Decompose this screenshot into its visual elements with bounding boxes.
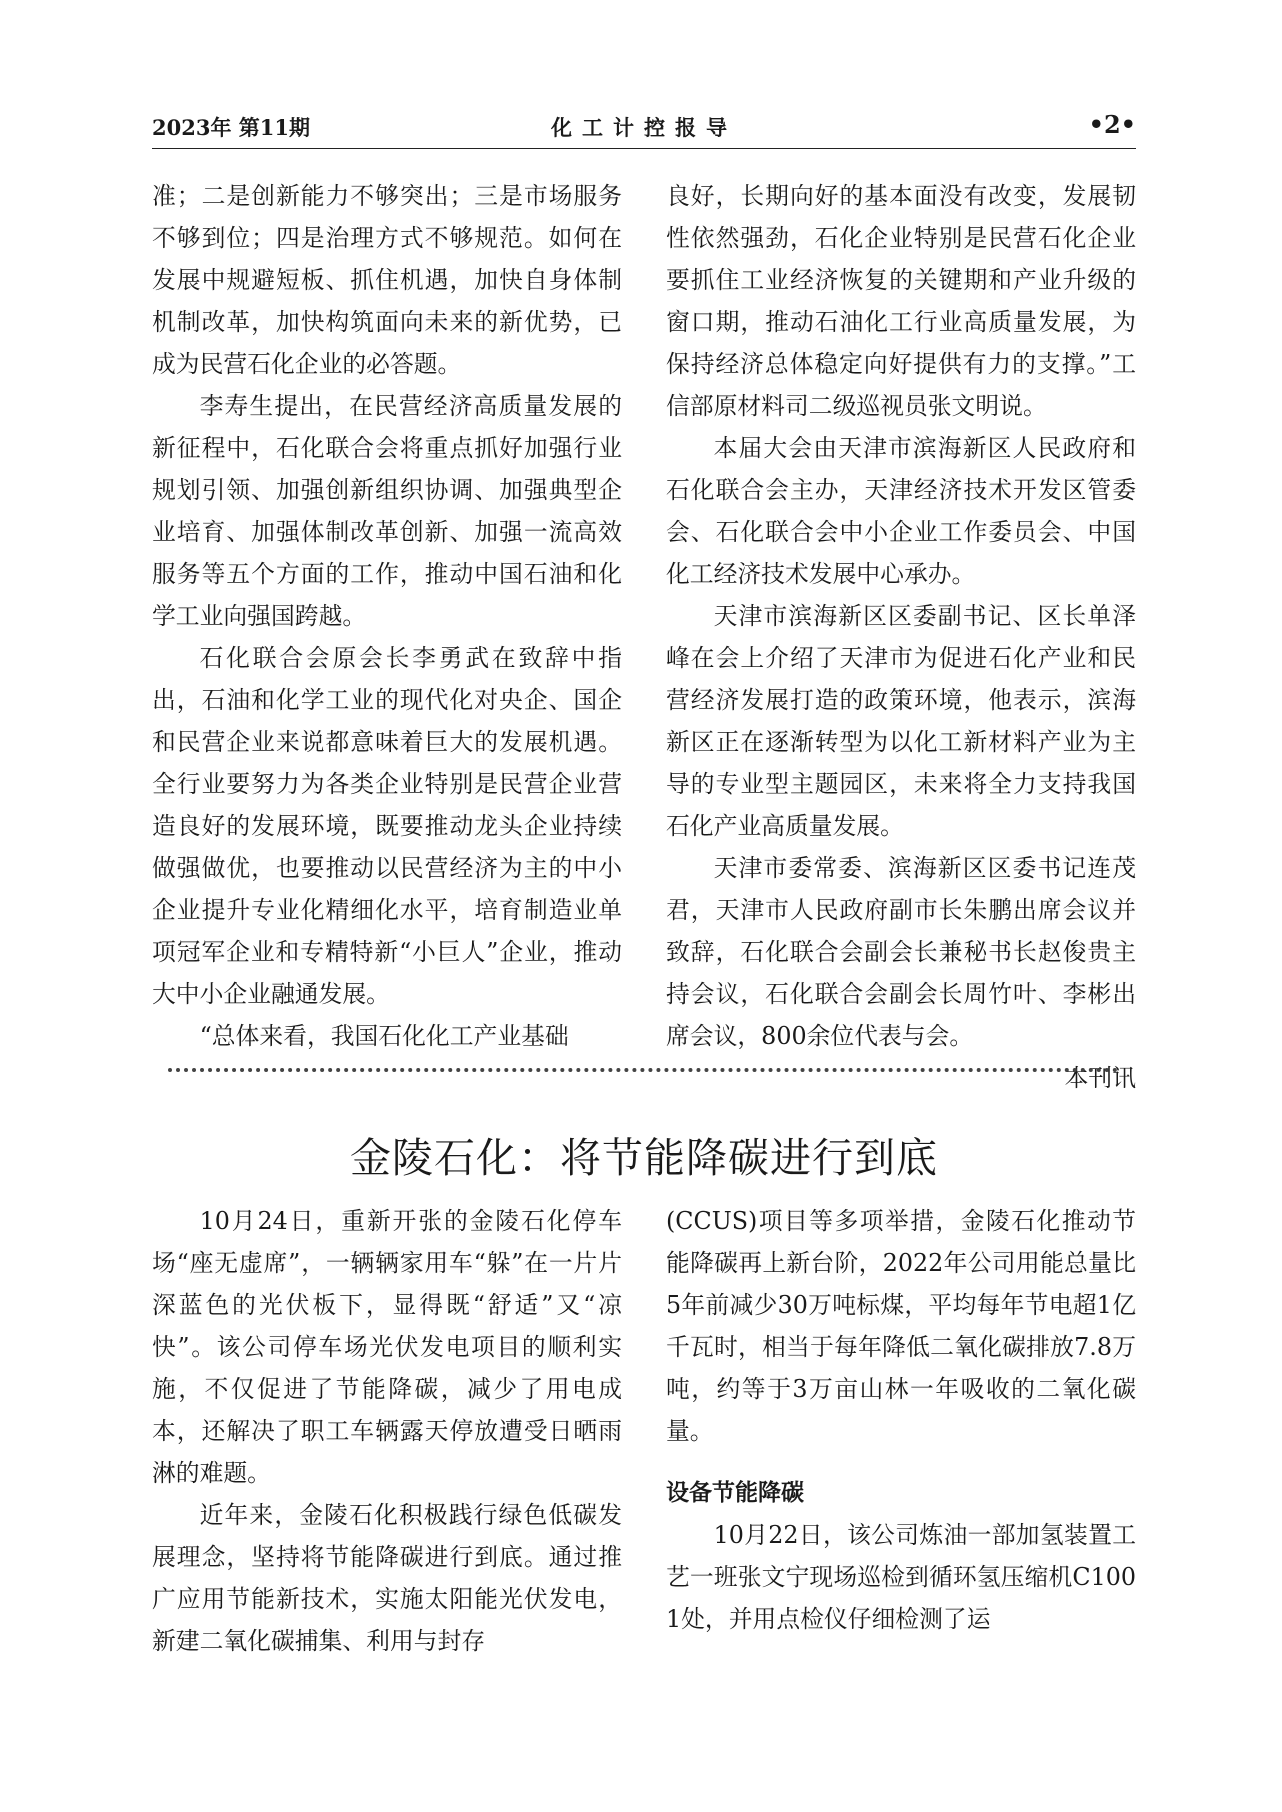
running-header bbox=[152, 108, 1136, 149]
paragraph: 石化联合会原会长李勇武在致辞中指出，石油和化学工业的现代化对央企、国企和民营企业来说都意味着巨大的发展机遇。全行业要努力为各类企业特别是民营企业营造良好的发展环境，既要推动龙头企业持续做强做优，也要推动以民营经济为主的中小企业提升专业化精细化水平，培育制造业单项冠军企业和专精特新“小巨人”企业，推动大中小企业融通发展。 bbox=[152, 644, 622, 1008]
article1-column-right bbox=[666, 175, 1136, 1099]
page-number: •2• bbox=[1088, 110, 1136, 139]
paragraph: 天津市滨海新区区委副书记、区长单泽峰在会上介绍了天津市为促进石化产业和民营经济发展打造的政策环境，他表示，滨海新区正在逐渐转型为以化工新材料产业为主导的专业型主题园区，未来将全力支持我国石化产业高质量发展。 bbox=[666, 602, 1136, 840]
paragraph: (CCUS)项目等多项举措，金陵石化推动节能降碳再上新台阶，2022年公司用能总量比5年前减少30万吨标煤，平均每年节电超1亿千瓦时，相当于每年降低二氧化碳排放7.8万吨，约等于3万亩山林一年吸收的二氧化碳量。 bbox=[666, 1207, 1136, 1445]
paragraph: 准；二是创新能力不够突出；三是市场服务不够到位；四是治理方式不够规范。如何在发展中规避短板、抓住机遇，加快自身体制机制改革，加快构筑面向未来的新优势，已成为民营石化企业的必答题。 bbox=[152, 182, 622, 378]
article2-column-left bbox=[152, 1200, 622, 1662]
paragraph: 10月22日，该公司炼油一部加氢装置工艺一班张文宁现场巡检到循环氢压缩机C1001处，并用点检仪仔细检测了运 bbox=[666, 1521, 1136, 1633]
article2-column-right bbox=[666, 1200, 1136, 1640]
article-credit: 本刊讯 bbox=[1064, 1064, 1136, 1092]
paragraph: 本届大会由天津市滨海新区人民政府和石化联合会主办，天津经济技术开发区管委会、石化联合会中小企业工作委员会、中国化工经济技术发展中心承办。 bbox=[666, 434, 1136, 588]
paragraph: 10月24日，重新开张的金陵石化停车场“座无虚席”，一辆辆家用车“躲”在一片片深蓝色的光伏板下，显得既“舒适”又“凉快”。该公司停车场光伏发电项目的顺利实施，不仅促进了节能降碳，减少了用电成本，还解决了职工车辆露天停放遭受日晒雨淋的难题。 bbox=[152, 1207, 622, 1487]
paragraph: 近年来，金陵石化积极践行绿色低碳发展理念，坚持将节能降碳进行到底。通过推广应用节能新技术，实施太阳能光伏发电，新建二氧化碳捕集、利用与封存 bbox=[152, 1501, 622, 1655]
paragraph: 李寿生提出，在民营经济高质量发展的新征程中，石化联合会将重点抓好加强行业规划引领、加强创新组织协调、加强典型企业培育、加强体制改革创新、加强一流高效服务等五个方面的工作，推动中国石油和化学工业向强国跨越。 bbox=[152, 392, 622, 630]
paragraph: 天津市委常委、滨海新区区委书记连茂君，天津市人民政府副市长朱鹏出席会议并致辞，石化联合会副会长兼秘书长赵俊贵主持会议，石化联合会副会长周竹叶、李彬出席会议，800余位代表与会。 bbox=[666, 854, 1136, 1050]
issue-label: 2023年 第11期 bbox=[152, 115, 310, 140]
paragraph: “总体来看，我国石化化工产业基础 bbox=[199, 1022, 569, 1050]
section-heading: 设备节能降碳 bbox=[666, 1480, 804, 1506]
article-title: 金陵石化：将节能降碳进行到底 bbox=[350, 1134, 938, 1183]
article1-column-left bbox=[152, 175, 622, 1057]
journal-name: 化工计控报导 bbox=[551, 115, 737, 140]
paragraph: 良好，长期向好的基本面没有改变，发展韧性依然强劲，石化企业特别是民营石化企业要抓住工业经济恢复的关键期和产业升级的窗口期，推动石油化工行业高质量发展，为保持经济总体稳定向好提供有力的支撑。”工信部原材料司二级巡视员张文明说。 bbox=[666, 182, 1136, 420]
article-divider bbox=[168, 1068, 1118, 1072]
